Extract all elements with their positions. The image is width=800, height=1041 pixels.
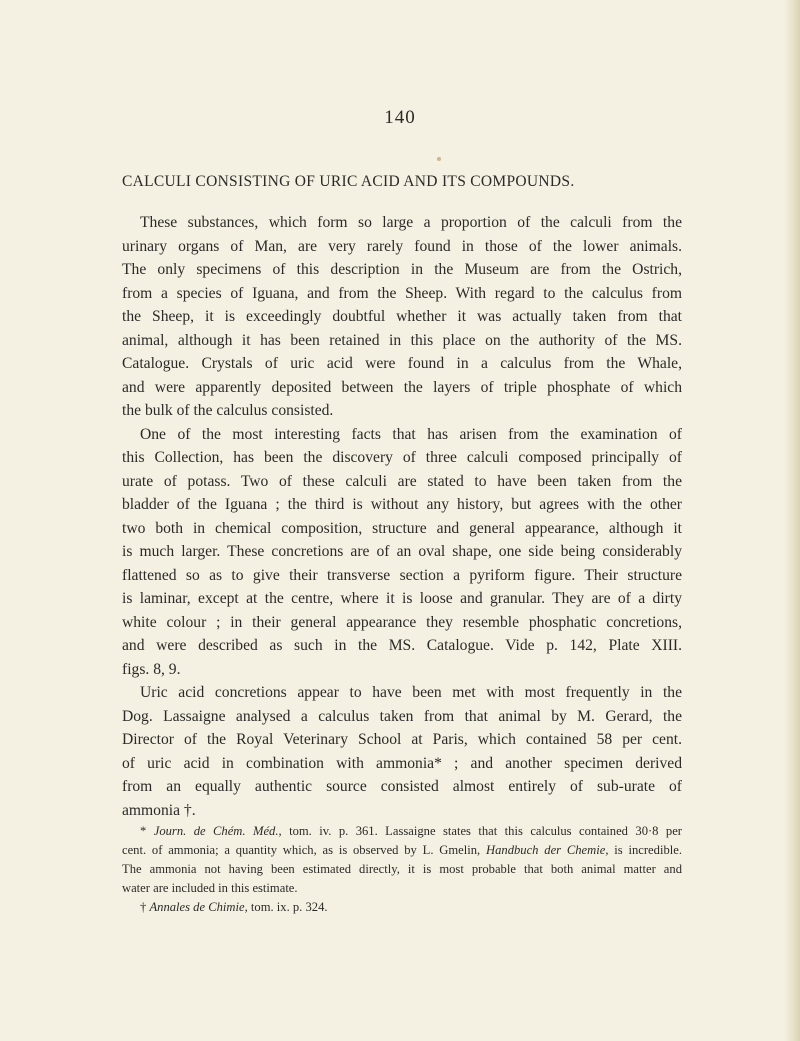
text-line: Uric acid concretions appear to have been met with most frequently in the	[140, 684, 682, 701]
footnote-line	[122, 822, 682, 841]
text-line: bladder of the Iguana ; the third is without any history, but agrees with the other	[122, 496, 682, 513]
paragraph-2	[122, 423, 682, 682]
text-line: is laminar, except at the centre, where it is loose and granular. They are of a dirty	[122, 590, 682, 607]
text-line: two both in chemical composition, structure and general appearance, although it	[122, 519, 682, 537]
text-line: from a species of Iguana, and from the Sheep. With regard to the calculus from	[122, 284, 682, 302]
page-edge-shadow	[784, 0, 800, 1041]
text-line: from an equally authentic source consisted almost entirely of sub-urate of	[122, 778, 682, 795]
text-line: Dog. Lassaigne analysed a calculus taken from that animal by M. Gerard, the	[122, 707, 682, 725]
text-line: the Sheep, it is exceedingly doubtful whether it was actually taken from that	[122, 308, 682, 325]
text-line: ammonia †.	[122, 801, 196, 819]
ink-speck	[437, 157, 441, 161]
text-line: The only specimens of this description in the Museum are from the Ostrich,	[122, 261, 682, 278]
footnotes	[122, 822, 682, 917]
text-line: Catalogue. Crystals of uric acid were found in a calculus from the Whale,	[122, 355, 682, 372]
footnote-text: tom. iv. p. 361. Lassaigne states that this calculus contained 30·8 per	[289, 824, 682, 838]
text-line: and were apparently deposited between the layers of triple phosphate of which	[122, 378, 682, 396]
footnote-marker: *	[140, 824, 147, 838]
footnote-marker: †	[140, 900, 147, 914]
text-line: urate of potass. Two of these calculi are stated to have been taken from the	[122, 472, 682, 490]
footnote-line	[122, 898, 682, 917]
footnote-text: is incredible.	[614, 843, 682, 857]
text-line: this Collection, has been the discovery of three calculi composed principally of	[122, 449, 682, 466]
footnote-line: The ammonia not having been estimated directly, it is most probable that both animal matter and	[122, 862, 682, 876]
footnote-line: water are included in this estimate.	[122, 881, 298, 895]
text-line: These substances, which form so large a proportion of the calculi from the	[140, 214, 682, 231]
body-text	[122, 211, 682, 822]
text-line: urinary organs of Man, are very rarely found in those of the lower animals.	[122, 237, 682, 255]
footnote-text: tom. ix. p. 324.	[250, 900, 328, 914]
text-line: white colour ; in their general appearance they resemble phosphatic concretions,	[122, 613, 682, 631]
book-title: Handbuch der Chemie,	[486, 843, 609, 857]
footnote-2	[122, 898, 682, 917]
text-line: One of the most interesting facts that has arisen from the examination of	[140, 425, 682, 443]
text-line: and were described as such in the MS. Catalogue. Vide p. 142, Plate XIII.	[122, 637, 682, 654]
section-heading: CALCULI CONSISTING OF URIC ACID AND ITS COMPOUNDS.	[122, 173, 575, 190]
paragraph-3	[122, 681, 682, 822]
text-line: of uric acid in combination with ammonia* ; and another specimen derived	[122, 754, 682, 772]
paragraph-1	[122, 211, 682, 423]
text-line: is much larger. These concretions are of an oval shape, one side being considerably	[122, 543, 682, 560]
footnote-line	[122, 841, 682, 860]
journal-title: Annales de Chimie,	[149, 900, 248, 914]
text-line: Director of the Royal Veterinary School at Paris, which contained 58 per cent.	[122, 731, 682, 748]
text-line: flattened so as to give their transverse section a pyriform figure. Their structure	[122, 566, 682, 584]
journal-title: Journ. de Chém. Méd.,	[153, 824, 282, 838]
footnote-1	[122, 822, 682, 898]
text-line: the bulk of the calculus consisted.	[122, 402, 334, 419]
footnote-text: cent. of ammonia; a quantity which, as is observed by L. Gmelin,	[122, 843, 481, 857]
text-line: figs. 8, 9.	[122, 660, 181, 678]
page-number: 140	[384, 107, 416, 128]
text-line: animal, although it has been retained in this place on the authority of the MS.	[122, 331, 682, 349]
